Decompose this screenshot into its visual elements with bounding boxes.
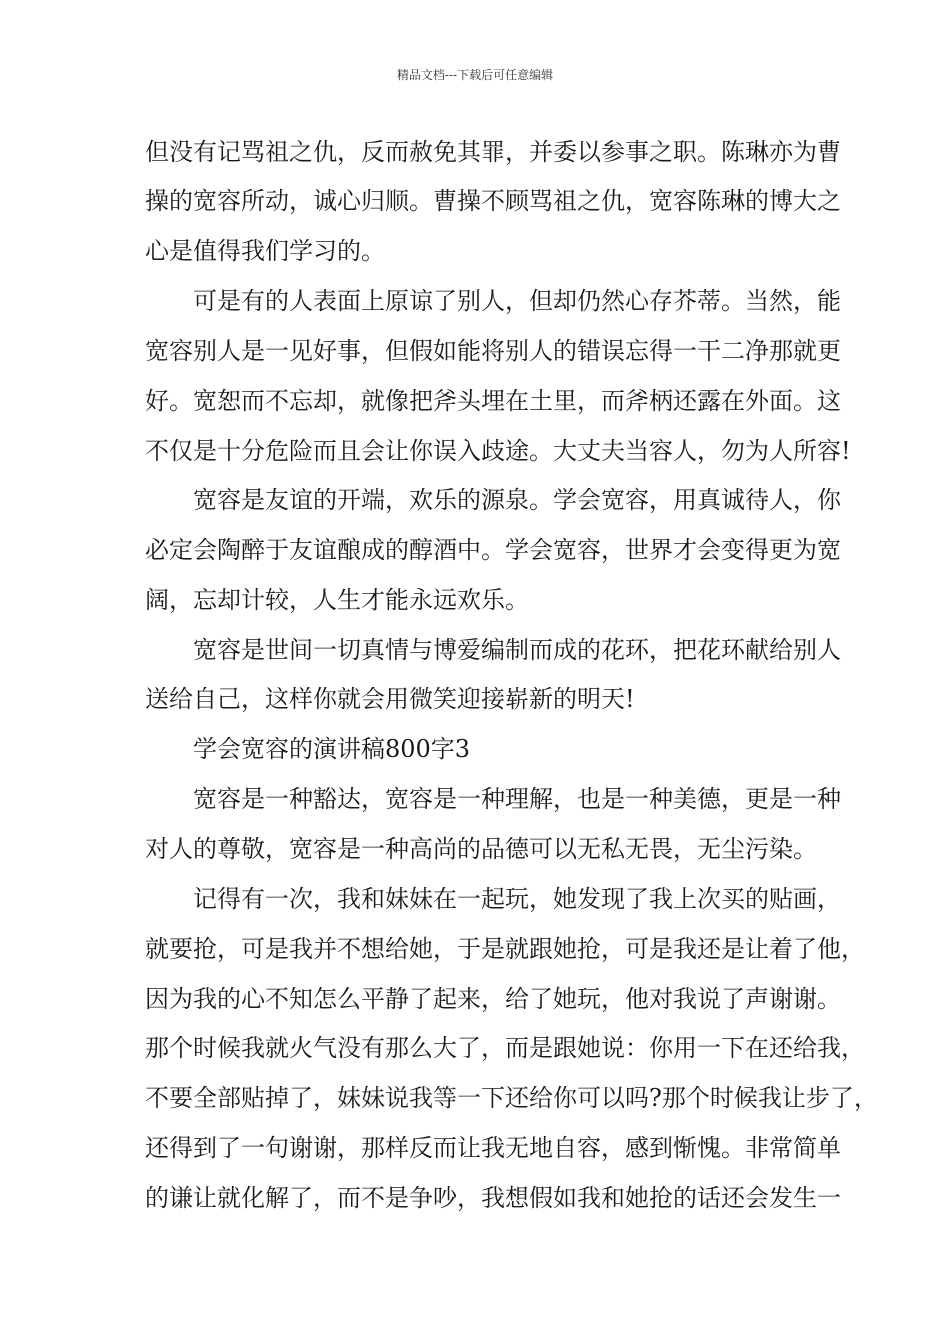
text-line: 送给自己，这样你就会用微笑迎接崭新的明天! — [145, 685, 635, 713]
text-line: 不要全部贴掉了，妹妹说我等一下还给你可以吗?那个时候我让步了， — [145, 1084, 878, 1112]
text-line: 那个时候我就火气没有那么大了，而是跟她说：你用一下在还给我， — [145, 1034, 865, 1062]
text-line: 可是有的人表面上原谅了别人，但却仍然心存芥蒂。当然，能 — [193, 287, 841, 315]
text-line: 记得有一次，我和妹妹在一起玩，她发现了我上次买的贴画， — [193, 885, 841, 913]
text-line: 宽容是世间一切真情与博爱编制而成的花环，把花环献给别人 — [193, 636, 841, 664]
text-line: 心是值得我们学习的。 — [145, 237, 385, 265]
text-line: 对人的尊敬，宽容是一种高尚的品德可以无私无畏，无尘污染。 — [145, 835, 817, 863]
text-line: 宽容别人是一见好事，但假如能将别人的错误忘得一干二净那就更 — [145, 337, 841, 365]
text-line: 阔，忘却计较，人生才能永远欢乐。 — [145, 586, 529, 614]
text-line: 操的宽容所动，诚心归顺。曹操不顾骂祖之仇，宽容陈琳的博大之 — [145, 187, 841, 215]
page-header: 精品文档---下载后可任意编辑 — [396, 68, 554, 82]
text-line: 宽容是友谊的开端，欢乐的源泉。学会宽容，用真诚待人，你 — [193, 486, 841, 514]
text-line: 就要抢，可是我并不想给她，于是就跟她抢，可是我还是让着了他， — [145, 935, 865, 963]
text-line: 宽容是一种豁达，宽容是一种理解，也是一种美德，更是一种 — [193, 785, 841, 813]
text-line: 好。宽恕而不忘却，就像把斧头埋在土里，而斧柄还露在外面。这 — [145, 387, 841, 415]
section-heading: 学会宽容的演讲稿800字3 — [193, 735, 471, 763]
text-line: 还得到了一句谢谢，那样反而让我无地自容，感到惭愧。非常简单 — [145, 1134, 841, 1162]
text-line: 不仅是十分危险而且会让你误入歧途。大丈夫当容人，勿为人所容! — [145, 437, 851, 465]
text-line: 必定会陶醉于友谊酿成的醇酒中。学会宽容，世界才会变得更为宽 — [145, 536, 841, 564]
text-line: 因为我的心不知怎么平静了起来，给了她玩，他对我说了声谢谢。 — [145, 985, 841, 1013]
text-line: 但没有记骂祖之仇，反而赦免其罪，并委以参事之职。陈琳亦为曹 — [145, 138, 841, 166]
text-line: 的谦让就化解了，而不是争吵，我想假如我和她抢的话还会发生一 — [145, 1184, 841, 1212]
